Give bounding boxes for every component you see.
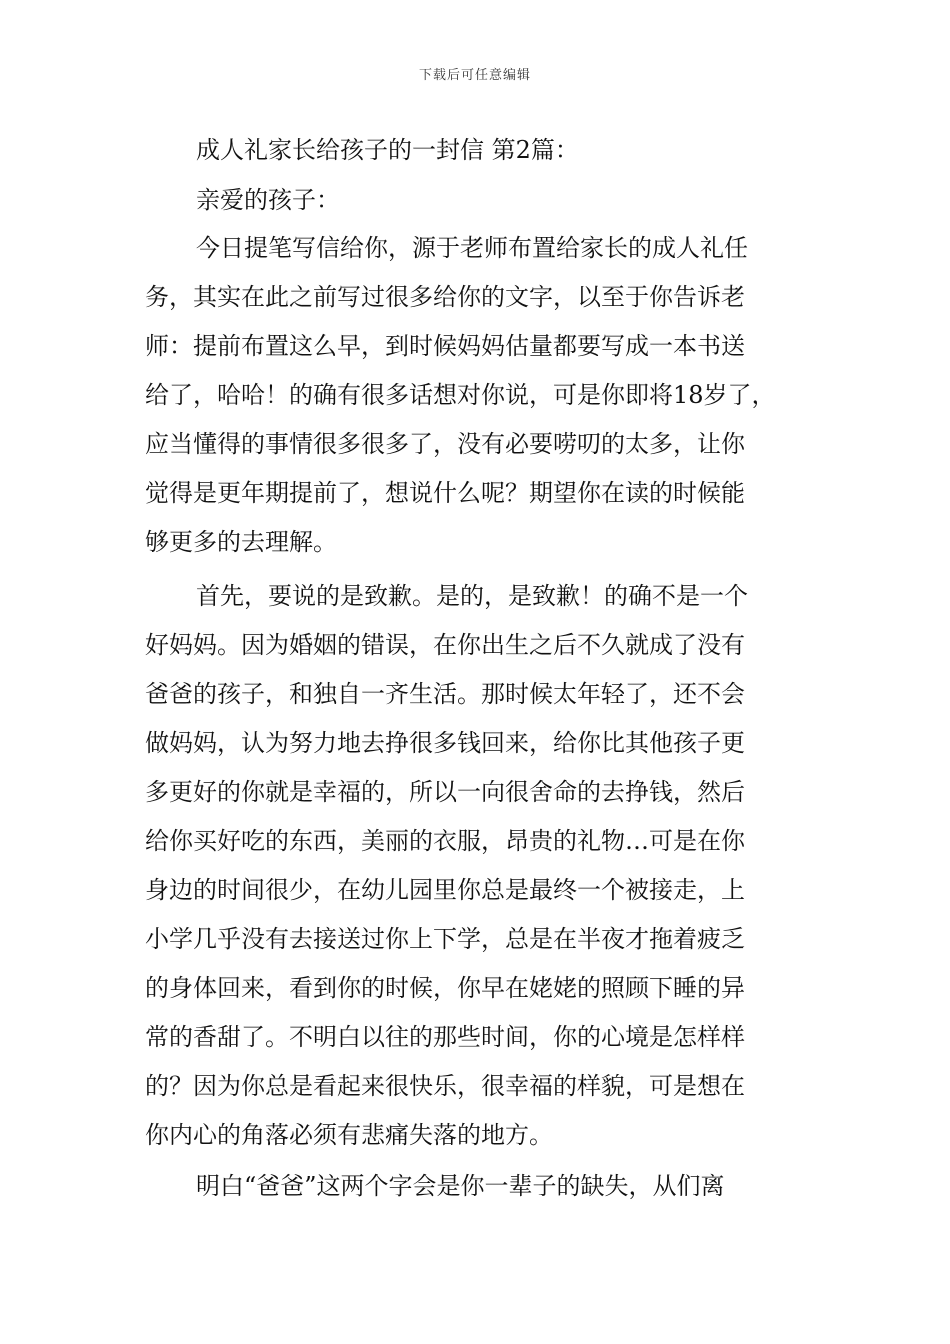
text-line: 应当懂得的事情很多很多了，没有必要唠叨的太多，让你 [145,430,745,458]
text-line: 觉得是更年期提前了，想说什么呢？期望你在读的时候能 [145,479,745,507]
paragraph-3 [145,1162,815,1211]
text-line: 的？因为你总是看起来很快乐，很幸福的样貌，可是想在 [145,1072,745,1100]
text-line: 常的香甜了。不明白以往的那些时间，你的心境是怎样样 [145,1023,745,1051]
letter-title: 成人礼家长给孩子的一封信 第2篇： [196,136,579,164]
salutation: 亲爱的孩子： [196,186,340,214]
text-line: 给你买好吃的东西，美丽的衣服，昂贵的礼物…可是在你 [145,827,745,855]
text-line: 身边的时间很少，在幼儿园里你总是最终一个被接走，上 [145,876,745,904]
text-line: 给了，哈哈！的确有很多话想对你说，可是你即将18岁了， [145,381,776,409]
text-line: 爸爸的孩子，和独自一齐生活。那时候太年轻了，还不会 [145,680,745,708]
text-line: 明白“爸爸”这两个字会是你一辈子的缺失，从们离 [196,1172,725,1200]
paragraph-2 [145,572,815,1160]
text-line: 小学几乎没有去接送过你上下学，总是在半夜才拖着疲乏 [145,925,745,953]
text-line: 首先，要说的是致歉。是的，是致歉！的确不是一个 [196,582,748,610]
text-line: 师：提前布置这么早，到时候妈妈估量都要写成一本书送 [145,332,745,360]
text-line: 做妈妈，认为努力地去挣很多钱回来，给你比其他孩子更 [145,729,745,757]
text-line: 你内心的角落必须有悲痛失落的地方。 [145,1121,553,1149]
text-line: 的身体回来，看到你的时候，你早在姥姥的照顾下睡的异 [145,974,745,1002]
text-line: 好妈妈。因为婚姻的错误，在你出生之后不久就成了没有 [145,631,745,659]
text-line: 多更好的你就是幸福的，所以一向很舍命的去挣钱，然后 [145,778,745,806]
paragraph-1 [145,224,815,567]
text-line: 今日提笔写信给你，源于老师布置给家长的成人礼任 [196,234,748,262]
header-note: 下载后可任意编辑 [418,68,531,83]
text-line: 够更多的去理解。 [145,528,337,556]
text-line: 务，其实在此之前写过很多给你的文字，以至于你告诉老 [145,283,745,311]
